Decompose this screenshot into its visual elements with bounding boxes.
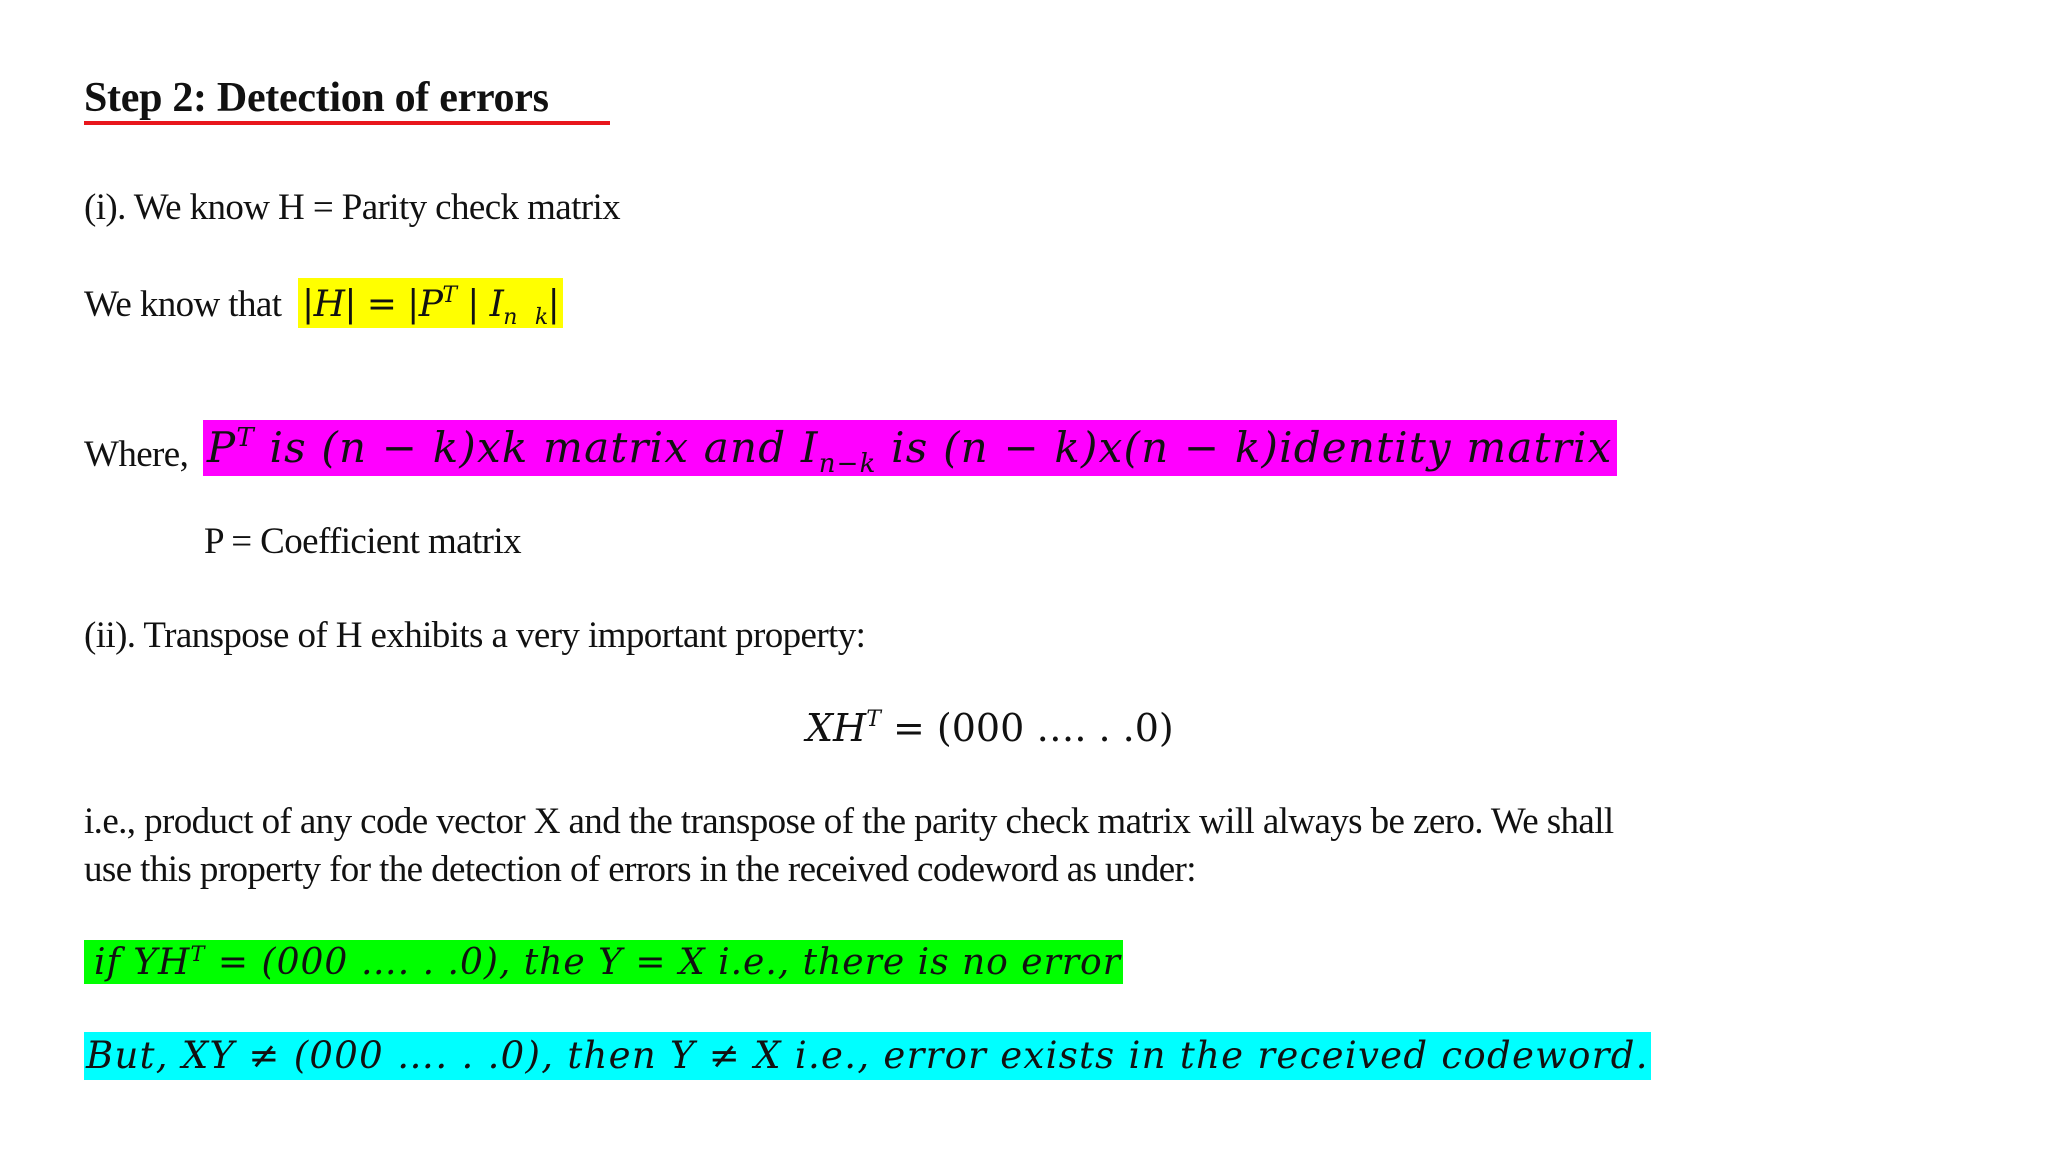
green-formula-sup: T — [190, 942, 206, 966]
section-heading: Step 2: Detection of errors — [84, 75, 549, 121]
center-formula-lhs: XH — [806, 706, 867, 750]
where-label: Where, — [84, 434, 189, 475]
heading-underline — [84, 121, 610, 125]
we-know-that-label: We know that — [84, 284, 282, 325]
formula-i-symbol: I — [489, 284, 504, 325]
center-formula-rhs: = (000 …. . .0) — [880, 706, 1174, 750]
green-formula-part2: = (000 …. . .0), the Y = X i.e., there is no error — [205, 942, 1121, 983]
green-formula-line — [84, 940, 1123, 984]
where-line — [84, 420, 1617, 479]
where-p-symbol: P — [206, 423, 237, 472]
parity-matrix-formula: $|H| = |P^T$ | $I_n$ $_k$| — [298, 278, 563, 328]
paragraph-line-1: i.e., product of any code vector X and the transpose of the parity check matrix will always be zero. We shall — [84, 801, 1614, 842]
where-transpose-sup: T — [236, 423, 255, 453]
paragraph-line-2: use this property for the detection of errors in the received codeword as under: — [84, 849, 1196, 890]
p-definition: P = Coefficient matrix — [204, 521, 521, 562]
centered-formula — [806, 706, 1174, 751]
item-i-text: (i). We know H = Parity check matrix — [84, 187, 621, 228]
where-text-part1: is (n − k)xk matrix and — [254, 423, 801, 472]
formula-p-symbol: P — [418, 284, 443, 325]
formula-sub-n: n — [503, 305, 517, 330]
green-formula-part1: if YH — [94, 942, 191, 983]
cyan-formula-line — [84, 1032, 1651, 1080]
where-formula — [203, 420, 1617, 479]
where-text-part2: is (n − k)x(n − k)identity matrix — [876, 423, 1613, 472]
we-know-that-line — [84, 278, 563, 328]
item-ii-text: (ii). Transpose of H exhibits a very important property: — [84, 615, 866, 656]
no-error-formula — [84, 940, 1123, 984]
where-i-symbol: I — [800, 423, 819, 472]
formula-equals: = — [366, 284, 397, 325]
formula-h-symbol: H — [313, 284, 345, 325]
formula-transpose-sup: T — [442, 283, 457, 308]
where-sub-nk: n−k — [818, 449, 877, 479]
error-exists-formula: But, XY ≠ (000 …. . .0), then Y ≠ X i.e., error exists in the received codeword. — [84, 1032, 1651, 1080]
formula-sub-k: k — [534, 305, 548, 330]
center-formula-sup: T — [866, 707, 881, 732]
